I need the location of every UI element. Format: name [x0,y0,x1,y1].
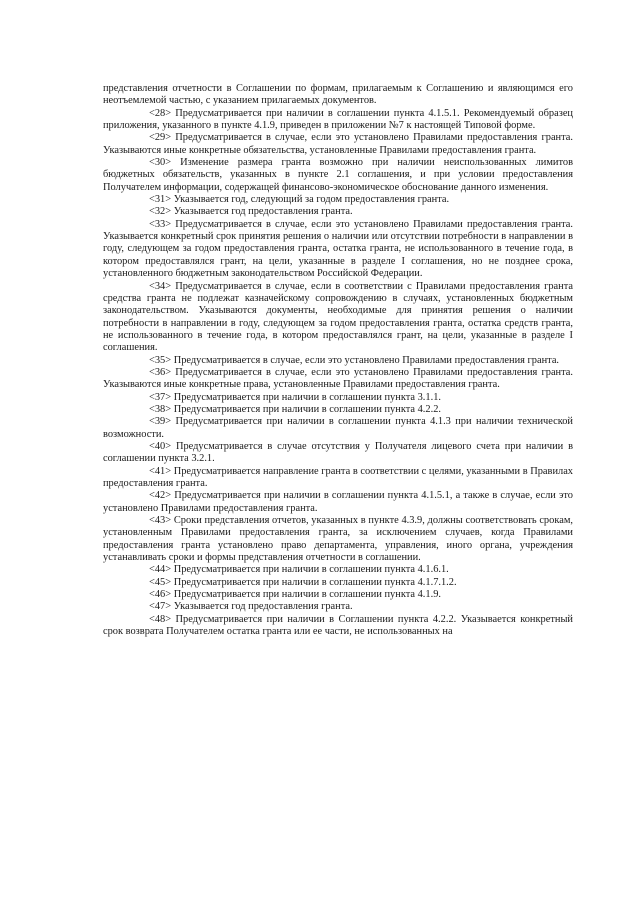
footnote-44: <44> Предусматривается при наличии в соглашении пункта 4.1.6.1. [149,564,449,576]
footnote-46: <46> Предусматривается при наличии в соглашении пункта 4.1.9. [149,589,441,601]
footnote-36: <36> Предусматривается в случае, если это установлено Правилами предоставления гранта. Указываются иные конкретные права, установленные Правилами предоставления гранта. [103,366,573,391]
footnote-48: <48> Предусматривается при наличии в Соглашении пункта 4.2.2. Указывается конкретный срок возврата Получателем остатка гранта или ее части, не использованных на [103,613,573,638]
footnote-29: <29> Предусматривается в случае, если это установлено Правилами предоставления гранта. Указываются иные конкретные обязательства, установленные Правилами предоставления гранта. [103,132,573,156]
footnote-40: <40> Предусматривается в случае отсутствия у Получателя лицевого счета при наличии в соглашении пункта 3.2.1. [103,440,573,465]
footnote-38: <38> Предусматривается при наличии в соглашении пункта 4.2.2. [149,403,441,415]
footnote-30: <30> Изменение размера гранта возможно при наличии неиспользованных лимитов бюджетных обязательств, указанных в пункте 2.1 соглашения, и при условии предоставления Получателем информации, содержащей финансово-экономическое обоснование данного изменения. [103,157,573,193]
footnote-34: <34> Предусматривается в случае, если в соответствии с Правилами предоставления гранта средства гранта не подлежат казначейскому сопровождению в случаях, установленных бюджетным законодательством. Указываются документы, необходимые для принятия решения о наличии потребности в направлении в году, следующем за годом предоставления гранта, остатка средств гранта, не использованного в течение года, в котором предоставлялся грант, на цели, указанные в разделе I соглашения. [103,280,573,354]
continuation-paragraph: представления отчетности в Соглашении по формам, прилагаемым к Соглашению и являющимся его неотъемлемой частью, с указанием прилагаемых документов. [103,83,573,107]
footnote-45: <45> Предусматривается при наличии в соглашении пункта 4.1.7.1.2. [149,576,457,588]
footnote-37: <37> Предусматривается при наличии в соглашении пункта 3.1.1. [149,391,441,403]
footnote-35: <35> Предусматривается в случае, если это установлено Правилами предоставления гранта. [149,354,560,366]
footnote-31: <31> Указывается год, следующий за годом предоставления гранта. [149,194,450,206]
footnote-41: <41> Предусматривается направление гранта в соответствии с целями, указанными в Правилах предоставления гранта. [103,465,573,489]
footnote-28: <28> Предусматривается при наличии в соглашении пункта 4.1.5.1. Рекомендуемый образец приложения, указанного в пункте 4.1.9, приведен в приложении №7 к настоящей Типовой форме. [103,107,573,132]
footnote-42: <42> Предусматривается при наличии в соглашении пункта 4.1.5.1, а также в случае, если это установлено Правилами предоставления гранта. [103,490,573,514]
footnote-47: <47> Указывается год предоставления гранта. [149,601,353,613]
footnote-32: <32> Указывается год предоставления гранта. [149,206,353,218]
footnote-39: <39> Предусматривается при наличии в соглашении пункта 4.1.3 при наличии технической возможности. [103,416,573,440]
footnote-33: <33> Предусматривается в случае, если это установлено Правилами предоставления гранта. Указывается конкретный срок принятия решения о наличии или отсутствии потребности в направлении в году, следующем за годом предоставления гранта, остатка гранта, не использованного в течение года, в котором предоставлялся грант, на цели, указанные в разделе I соглашения, но не позднее срока, установленного бюджетным законодательством Российской Федерации. [103,218,573,280]
footnote-43: <43> Сроки представления отчетов, указанных в пункте 4.3.9, должны соответствовать срокам, установленным Правилами предоставления гранта, за исключением случаев, когда Правилами предоставления гранта установлено право департамента, управления, иного органа, учреждения устанавливать сроки и формы представления отчетности в соглашении. [103,515,573,564]
document-page [103,83,573,638]
